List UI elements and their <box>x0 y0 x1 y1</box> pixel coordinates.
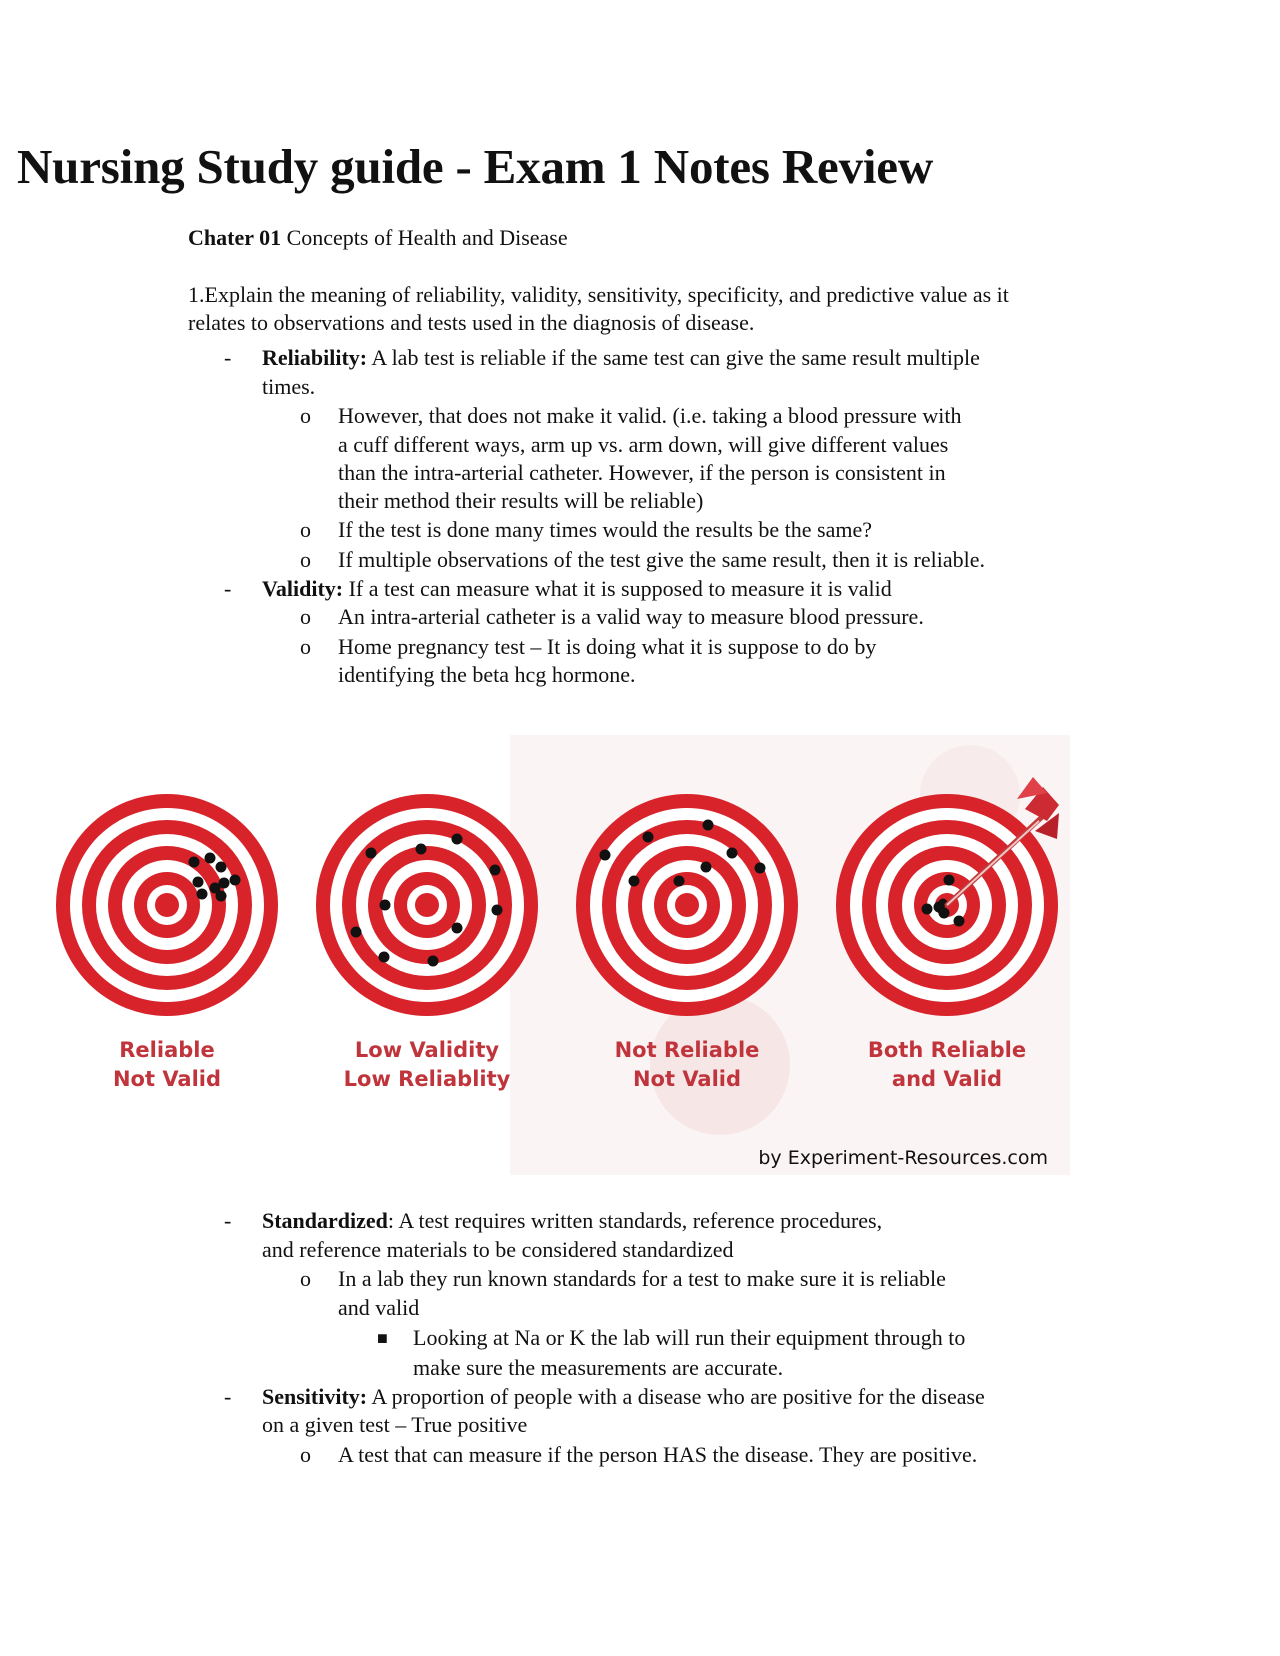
validity-sub-2: Home pregnancy test – It is doing what it is suppose to do by <box>338 634 877 659</box>
bullet-circle: o <box>300 1442 311 1467</box>
reliability-term: Reliability: <box>262 345 368 370</box>
target-2 <box>316 794 538 1016</box>
sensitivity-sub-1: A test that can measure if the person HAS the disease. They are positive. <box>338 1442 978 1467</box>
reliability-sub-1: a cuff different ways, arm up vs. arm down, will give different values <box>338 432 949 457</box>
bullet-dash: - <box>224 1208 232 1233</box>
validity-line <box>262 575 892 603</box>
question-text: Explain the meaning of reliability, validity, sensitivity, specificity, and predictive value as it relates to observations and tests used in the diagnosis of disease. <box>188 282 1009 335</box>
target-2-label: Low Validity <box>354 1038 500 1062</box>
sensitivity-text-2: on a given test – True positive <box>262 1412 528 1437</box>
validity-text: If a test can measure what it is supposed to measure it is valid <box>343 576 892 601</box>
bullet-circle: o <box>300 604 311 629</box>
standardized-line <box>262 1207 882 1235</box>
chapter-label: Chater 01 <box>188 225 282 250</box>
reliability-sub-2: If the test is done many times would the results be the same? <box>338 517 872 542</box>
standardized-text: : A test requires written standards, reference procedures, <box>387 1208 883 1233</box>
standardized-sub-1: In a lab they run known standards for a test to make sure it is reliable <box>338 1266 946 1291</box>
reliability-sub-1: their method their results will be reliable) <box>338 488 704 513</box>
target-1-label: Reliable <box>119 1038 215 1062</box>
page-title: Nursing Study guide - Exam 1 Notes Review <box>17 139 934 194</box>
reliability-validity-figure <box>40 735 1070 1187</box>
validity-sub-2: identifying the beta hcg hormone. <box>338 662 636 687</box>
reliability-sub-1: than the intra-arterial catheter. However, if the person is consistent in <box>338 460 946 485</box>
standardized-subsub: make sure the measurements are accurate. <box>413 1355 784 1380</box>
reliability-text-2: times. <box>262 374 316 399</box>
target-3-label: Not Valid <box>632 1067 742 1091</box>
bullet-circle: o <box>300 403 311 428</box>
question-number: 1. <box>188 282 205 307</box>
question-1 <box>188 281 1048 337</box>
reliability-line <box>262 344 980 372</box>
chapter-name: Concepts of Health and Disease <box>286 225 568 250</box>
sensitivity-text: A proportion of people with a disease who are positive for the disease <box>367 1384 985 1409</box>
sensitivity-term: Sensitivity: <box>262 1384 368 1409</box>
target-1-label: Not Valid <box>112 1067 222 1091</box>
target-1 <box>56 794 278 1016</box>
reliability-sub-1: However, that does not make it valid. (i.e. taking a blood pressure with <box>338 403 962 428</box>
target-4-label: and Valid <box>891 1067 1003 1091</box>
bullet-circle: o <box>300 517 311 542</box>
bullet-circle: o <box>300 1266 311 1291</box>
target-3 <box>576 794 798 1016</box>
chapter-heading <box>188 224 568 252</box>
reliability-text: A lab test is reliable if the same test can give the same result multiple <box>367 345 980 370</box>
sensitivity-line <box>262 1383 985 1411</box>
target-3-label: Not Reliable <box>614 1038 760 1062</box>
bullet-circle: o <box>300 547 311 572</box>
validity-sub-1: An intra-arterial catheter is a valid way to measure blood pressure. <box>338 604 924 629</box>
bullet-dash: - <box>224 1384 232 1409</box>
bullet-dash: - <box>224 576 232 601</box>
bullet-circle: o <box>300 634 311 659</box>
standardized-sub-1: and valid <box>338 1295 420 1320</box>
targets-illustration <box>40 735 1070 1187</box>
standardized-subsub: Looking at Na or K the lab will run their equipment through to <box>413 1325 966 1350</box>
background-bubble <box>650 995 790 1135</box>
target-4-label: Both Reliable <box>867 1038 1027 1062</box>
target-2-label: Low Reliablity <box>343 1067 511 1091</box>
bullet-dash: - <box>224 345 232 370</box>
standardized-text-2: and reference materials to be considered standardized <box>262 1237 734 1262</box>
figure-credit: by Experiment-Resources.com <box>758 1147 1048 1169</box>
reliability-sub-3: If multiple observations of the test give the same result, then it is reliable. <box>338 547 986 572</box>
bullet-square: ■ <box>377 1328 388 1348</box>
standardized-term: Standardized <box>262 1208 388 1233</box>
validity-term: Validity: <box>262 576 344 601</box>
